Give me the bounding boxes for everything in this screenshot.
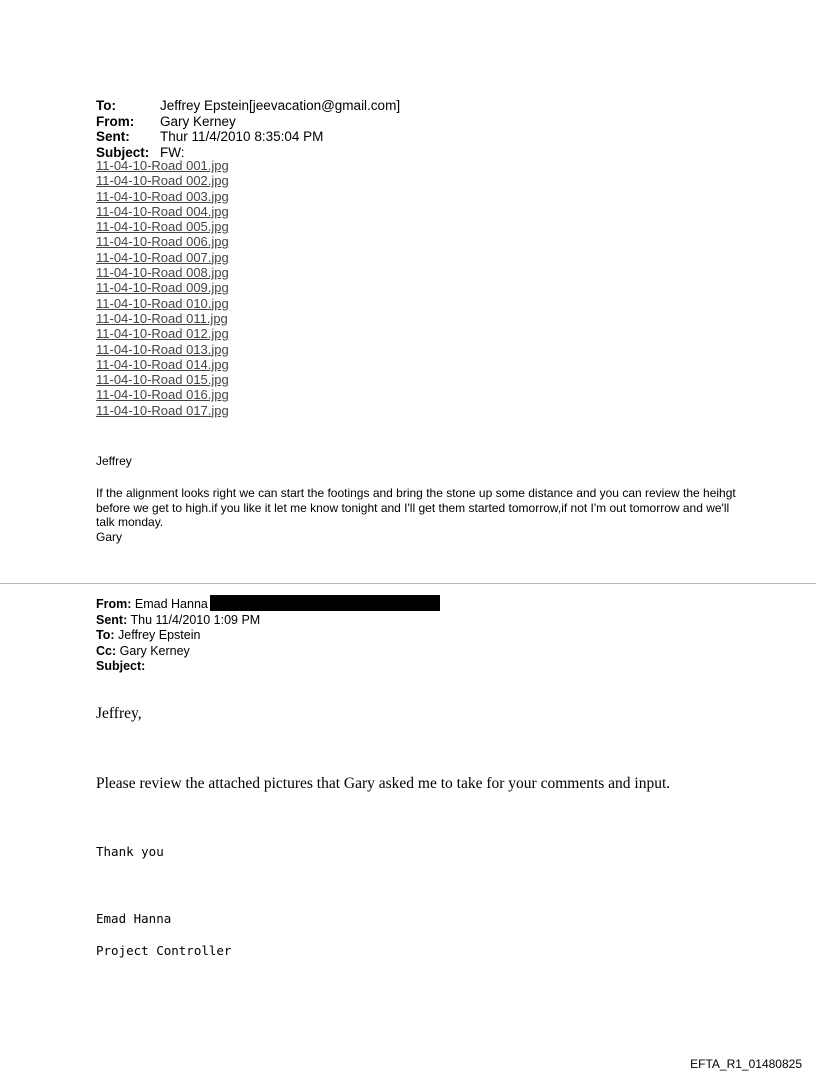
sent-row <box>96 129 400 145</box>
sent-value: Thur 11/4/2010 8:35:04 PM <box>160 129 324 144</box>
attachment-link[interactable]: 11-04-10-Road 015.jpg <box>96 372 229 388</box>
attachment-link[interactable]: 11-04-10-Road 006.jpg <box>96 234 229 250</box>
fwd-from-row <box>96 595 440 613</box>
fwd-cc-row <box>96 644 440 660</box>
from-value: Gary Kerney <box>160 113 236 129</box>
attachment-link[interactable]: 11-04-10-Road 007.jpg <box>96 249 229 265</box>
email-header <box>96 98 400 160</box>
attachment-link[interactable]: 11-04-10-Road 011.jpg <box>96 310 228 326</box>
attachment-link[interactable]: 11-04-10-Road 009.jpg <box>96 280 229 296</box>
attachment-link[interactable]: 11-04-10-Road 008.jpg <box>96 265 229 281</box>
message-divider <box>0 583 816 584</box>
fwd-from-value: Emad Hanna <box>134 597 208 611</box>
attachment-link[interactable]: 11-04-10-Road 010.jpg <box>96 295 229 311</box>
subject-value: FW: <box>160 144 185 160</box>
message-signature: Gary <box>96 530 123 544</box>
fwd-subject-row <box>96 659 440 675</box>
fwd-to-row <box>96 628 440 644</box>
attachment-link[interactable]: 11-04-10-Road 005.jpg <box>96 219 229 235</box>
fwd-from-label: From: <box>96 597 132 611</box>
to-value: Jeffrey Epstein[jeevacation@gmail.com] <box>160 98 401 113</box>
forwarded-signature-title: Project Controller <box>96 943 232 958</box>
forwarded-thanks: Thank you <box>96 844 164 859</box>
sent-label: Sent: <box>96 129 130 144</box>
attachment-list <box>96 158 229 418</box>
subject-label: Subject: <box>96 144 150 160</box>
document-id: EFTA_R1_01480825 <box>690 1057 802 1071</box>
attachment-link[interactable]: 11-04-10-Road 017.jpg <box>96 402 229 418</box>
attachment-link[interactable]: 11-04-10-Road 012.jpg <box>96 326 229 342</box>
attachment-link[interactable]: 11-04-10-Road 002.jpg <box>96 173 229 189</box>
fwd-subject-label: Subject: <box>96 659 146 673</box>
attachment-link[interactable]: 11-04-10-Road 004.jpg <box>96 203 229 219</box>
fwd-sent-value: Thu 11/4/2010 1:09 PM <box>130 612 261 627</box>
message-greeting: Jeffrey <box>96 454 132 468</box>
attachment-link[interactable]: 11-04-10-Road 001.jpg <box>96 158 229 173</box>
fwd-sent-row <box>96 613 440 629</box>
attachment-link[interactable]: 11-04-10-Road 003.jpg <box>96 188 229 204</box>
forwarded-header <box>96 595 440 675</box>
attachment-link[interactable]: 11-04-10-Road 016.jpg <box>96 387 229 403</box>
fwd-to-label: To: <box>96 628 115 642</box>
fwd-to-value: Jeffrey Epstein <box>118 628 201 642</box>
redaction-bar <box>210 595 440 611</box>
from-label: From: <box>96 113 135 129</box>
message-body: If the alignment looks right we can start the footings and bring the stone up some distance and you can review the heihgt before we get to high.if you like it let me know tonight and I'll get them started tomorrow,if not I'm out tomorrow and we'll talk monday. <box>96 486 736 529</box>
from-row <box>96 114 400 130</box>
forwarded-greeting: Jeffrey, <box>96 705 142 722</box>
to-label: To: <box>96 98 116 113</box>
attachment-link[interactable]: 11-04-10-Road 014.jpg <box>96 356 229 372</box>
fwd-cc-label: Cc: <box>96 643 117 658</box>
forwarded-body: Please review the attached pictures that Gary asked me to take for your comments and input. <box>96 775 671 792</box>
fwd-cc-value: Gary Kerney <box>119 643 190 658</box>
forwarded-signature-name: Emad Hanna <box>96 911 172 926</box>
attachment-link[interactable]: 11-04-10-Road 013.jpg <box>96 341 229 357</box>
fwd-sent-label: Sent: <box>96 612 128 627</box>
to-row <box>96 98 400 114</box>
